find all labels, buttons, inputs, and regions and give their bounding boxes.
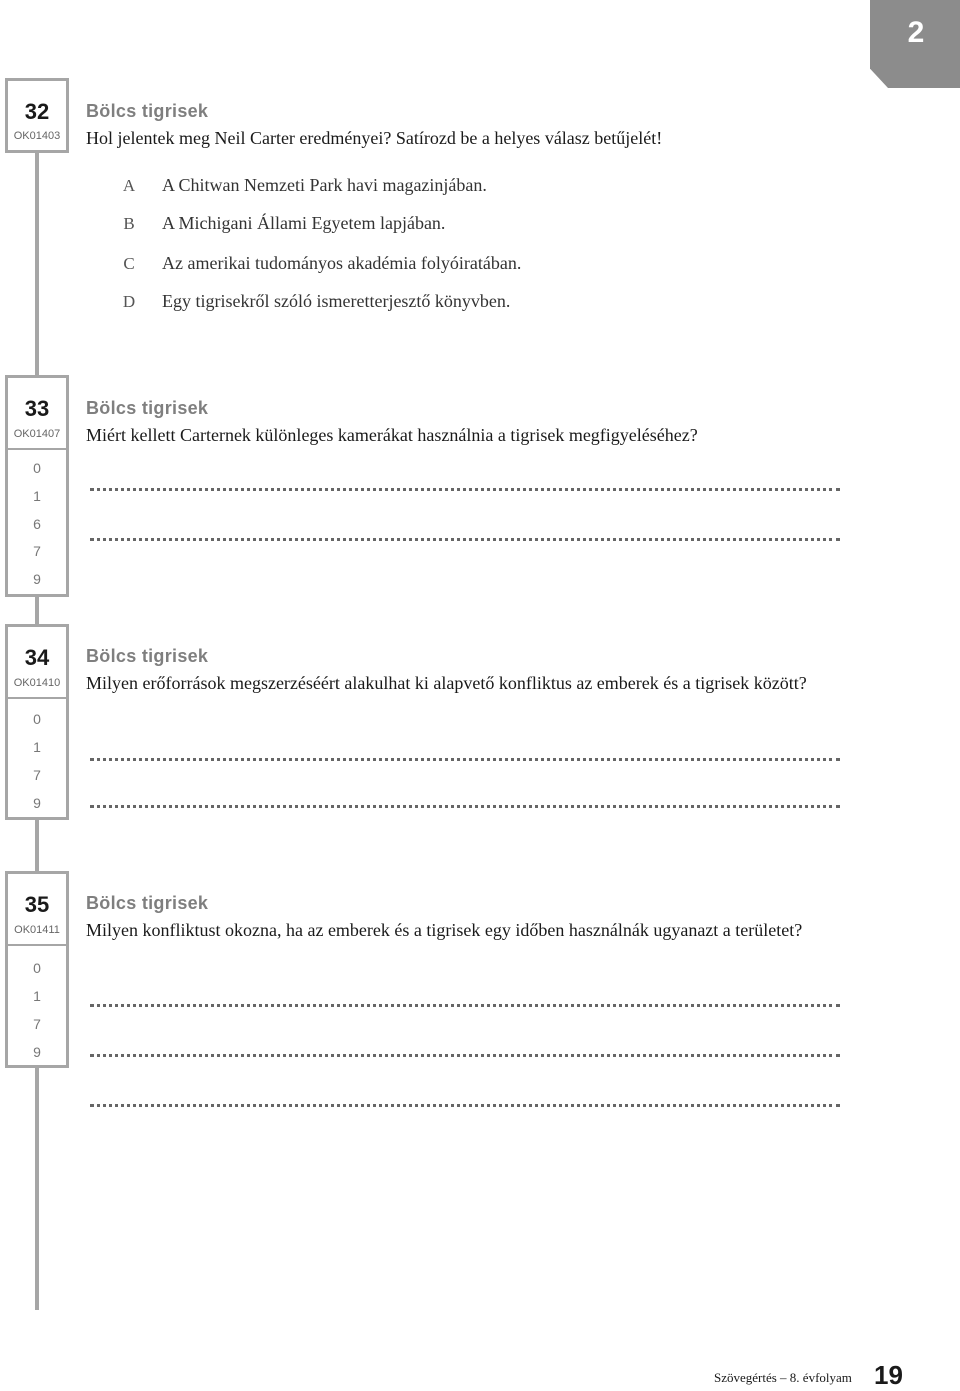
task-number: 34 bbox=[24, 645, 50, 670]
box-divider bbox=[8, 448, 66, 450]
score-option[interactable]: 9 bbox=[33, 795, 41, 811]
answer-line[interactable] bbox=[90, 758, 840, 761]
option-text-b: A Michigani Állami Egyetem lapjában. bbox=[162, 213, 446, 233]
spine-line bbox=[35, 1065, 39, 1310]
answer-line[interactable] bbox=[90, 1104, 840, 1107]
score-option[interactable]: 9 bbox=[33, 571, 41, 587]
score-option[interactable]: 9 bbox=[33, 1044, 41, 1060]
option-letter-d[interactable]: D bbox=[122, 292, 136, 311]
task-number: 32 bbox=[24, 99, 50, 124]
task-number-box bbox=[5, 78, 69, 153]
task-number-box bbox=[5, 624, 69, 820]
score-option[interactable]: 1 bbox=[33, 488, 41, 504]
task-title: Bölcs tigrisek bbox=[86, 398, 209, 418]
score-option[interactable]: 0 bbox=[33, 711, 41, 727]
task-number: 33 bbox=[24, 396, 50, 421]
score-option[interactable]: 7 bbox=[33, 767, 41, 783]
task-title: Bölcs tigrisek bbox=[86, 893, 209, 913]
section-number: 2 bbox=[907, 16, 925, 49]
task-question: Milyen konfliktust okozna, ha az emberek és a tigrisek egy időben használnák ugyanazt a területet? bbox=[86, 920, 803, 940]
option-text-a: A Chitwan Nemzeti Park havi magazinjában. bbox=[162, 175, 487, 195]
task-question: Milyen erőforrások megszerzéséért alakulhat ki alapvető konfliktus az emberek és a tigrisek között? bbox=[86, 673, 807, 693]
footer-subject: Szövegértés – 8. évfolyam bbox=[714, 1370, 852, 1385]
answer-line[interactable] bbox=[90, 1054, 840, 1057]
option-letter-a[interactable]: A bbox=[122, 176, 136, 195]
task-title: Bölcs tigrisek bbox=[86, 646, 209, 666]
task-number: 35 bbox=[24, 892, 50, 917]
score-option[interactable]: 1 bbox=[33, 988, 41, 1004]
task-title: Bölcs tigrisek bbox=[86, 101, 209, 121]
option-text-c: Az amerikai tudományos akadémia folyóiratában. bbox=[162, 253, 522, 273]
score-option[interactable]: 0 bbox=[33, 460, 41, 476]
option-text-d: Egy tigrisekről szóló ismeretterjesztő könyvben. bbox=[162, 291, 511, 311]
box-divider bbox=[8, 697, 66, 699]
spine-line bbox=[35, 150, 39, 375]
task-number-box bbox=[5, 375, 69, 597]
option-letter-b[interactable]: B bbox=[123, 214, 135, 233]
spine-line bbox=[35, 818, 39, 873]
task-code: OK01411 bbox=[14, 924, 60, 936]
score-option[interactable]: 0 bbox=[33, 960, 41, 976]
score-option[interactable]: 1 bbox=[33, 739, 41, 755]
task-question: Hol jelentek meg Neil Carter eredményei? Satírozd be a helyes válasz betűjelét! bbox=[86, 128, 663, 148]
answer-line[interactable] bbox=[90, 1004, 840, 1007]
page-number: 19 bbox=[874, 1360, 903, 1390]
score-option[interactable]: 7 bbox=[33, 1016, 41, 1032]
task-code: OK01410 bbox=[13, 677, 61, 689]
task-number-box bbox=[5, 871, 69, 1068]
score-option[interactable]: 7 bbox=[33, 543, 41, 559]
answer-line[interactable] bbox=[90, 538, 840, 541]
box-divider bbox=[8, 944, 66, 946]
score-option[interactable]: 6 bbox=[33, 516, 41, 532]
option-letter-c[interactable]: C bbox=[123, 254, 135, 273]
task-code: OK01403 bbox=[13, 130, 61, 142]
answer-line[interactable] bbox=[90, 488, 840, 491]
task-code: OK01407 bbox=[13, 428, 61, 440]
spine-line bbox=[35, 595, 39, 625]
answer-line[interactable] bbox=[90, 805, 840, 808]
task-question: Miért kellett Carternek különleges kamerákat használnia a tigrisek megfigyeléséhez? bbox=[86, 425, 698, 445]
